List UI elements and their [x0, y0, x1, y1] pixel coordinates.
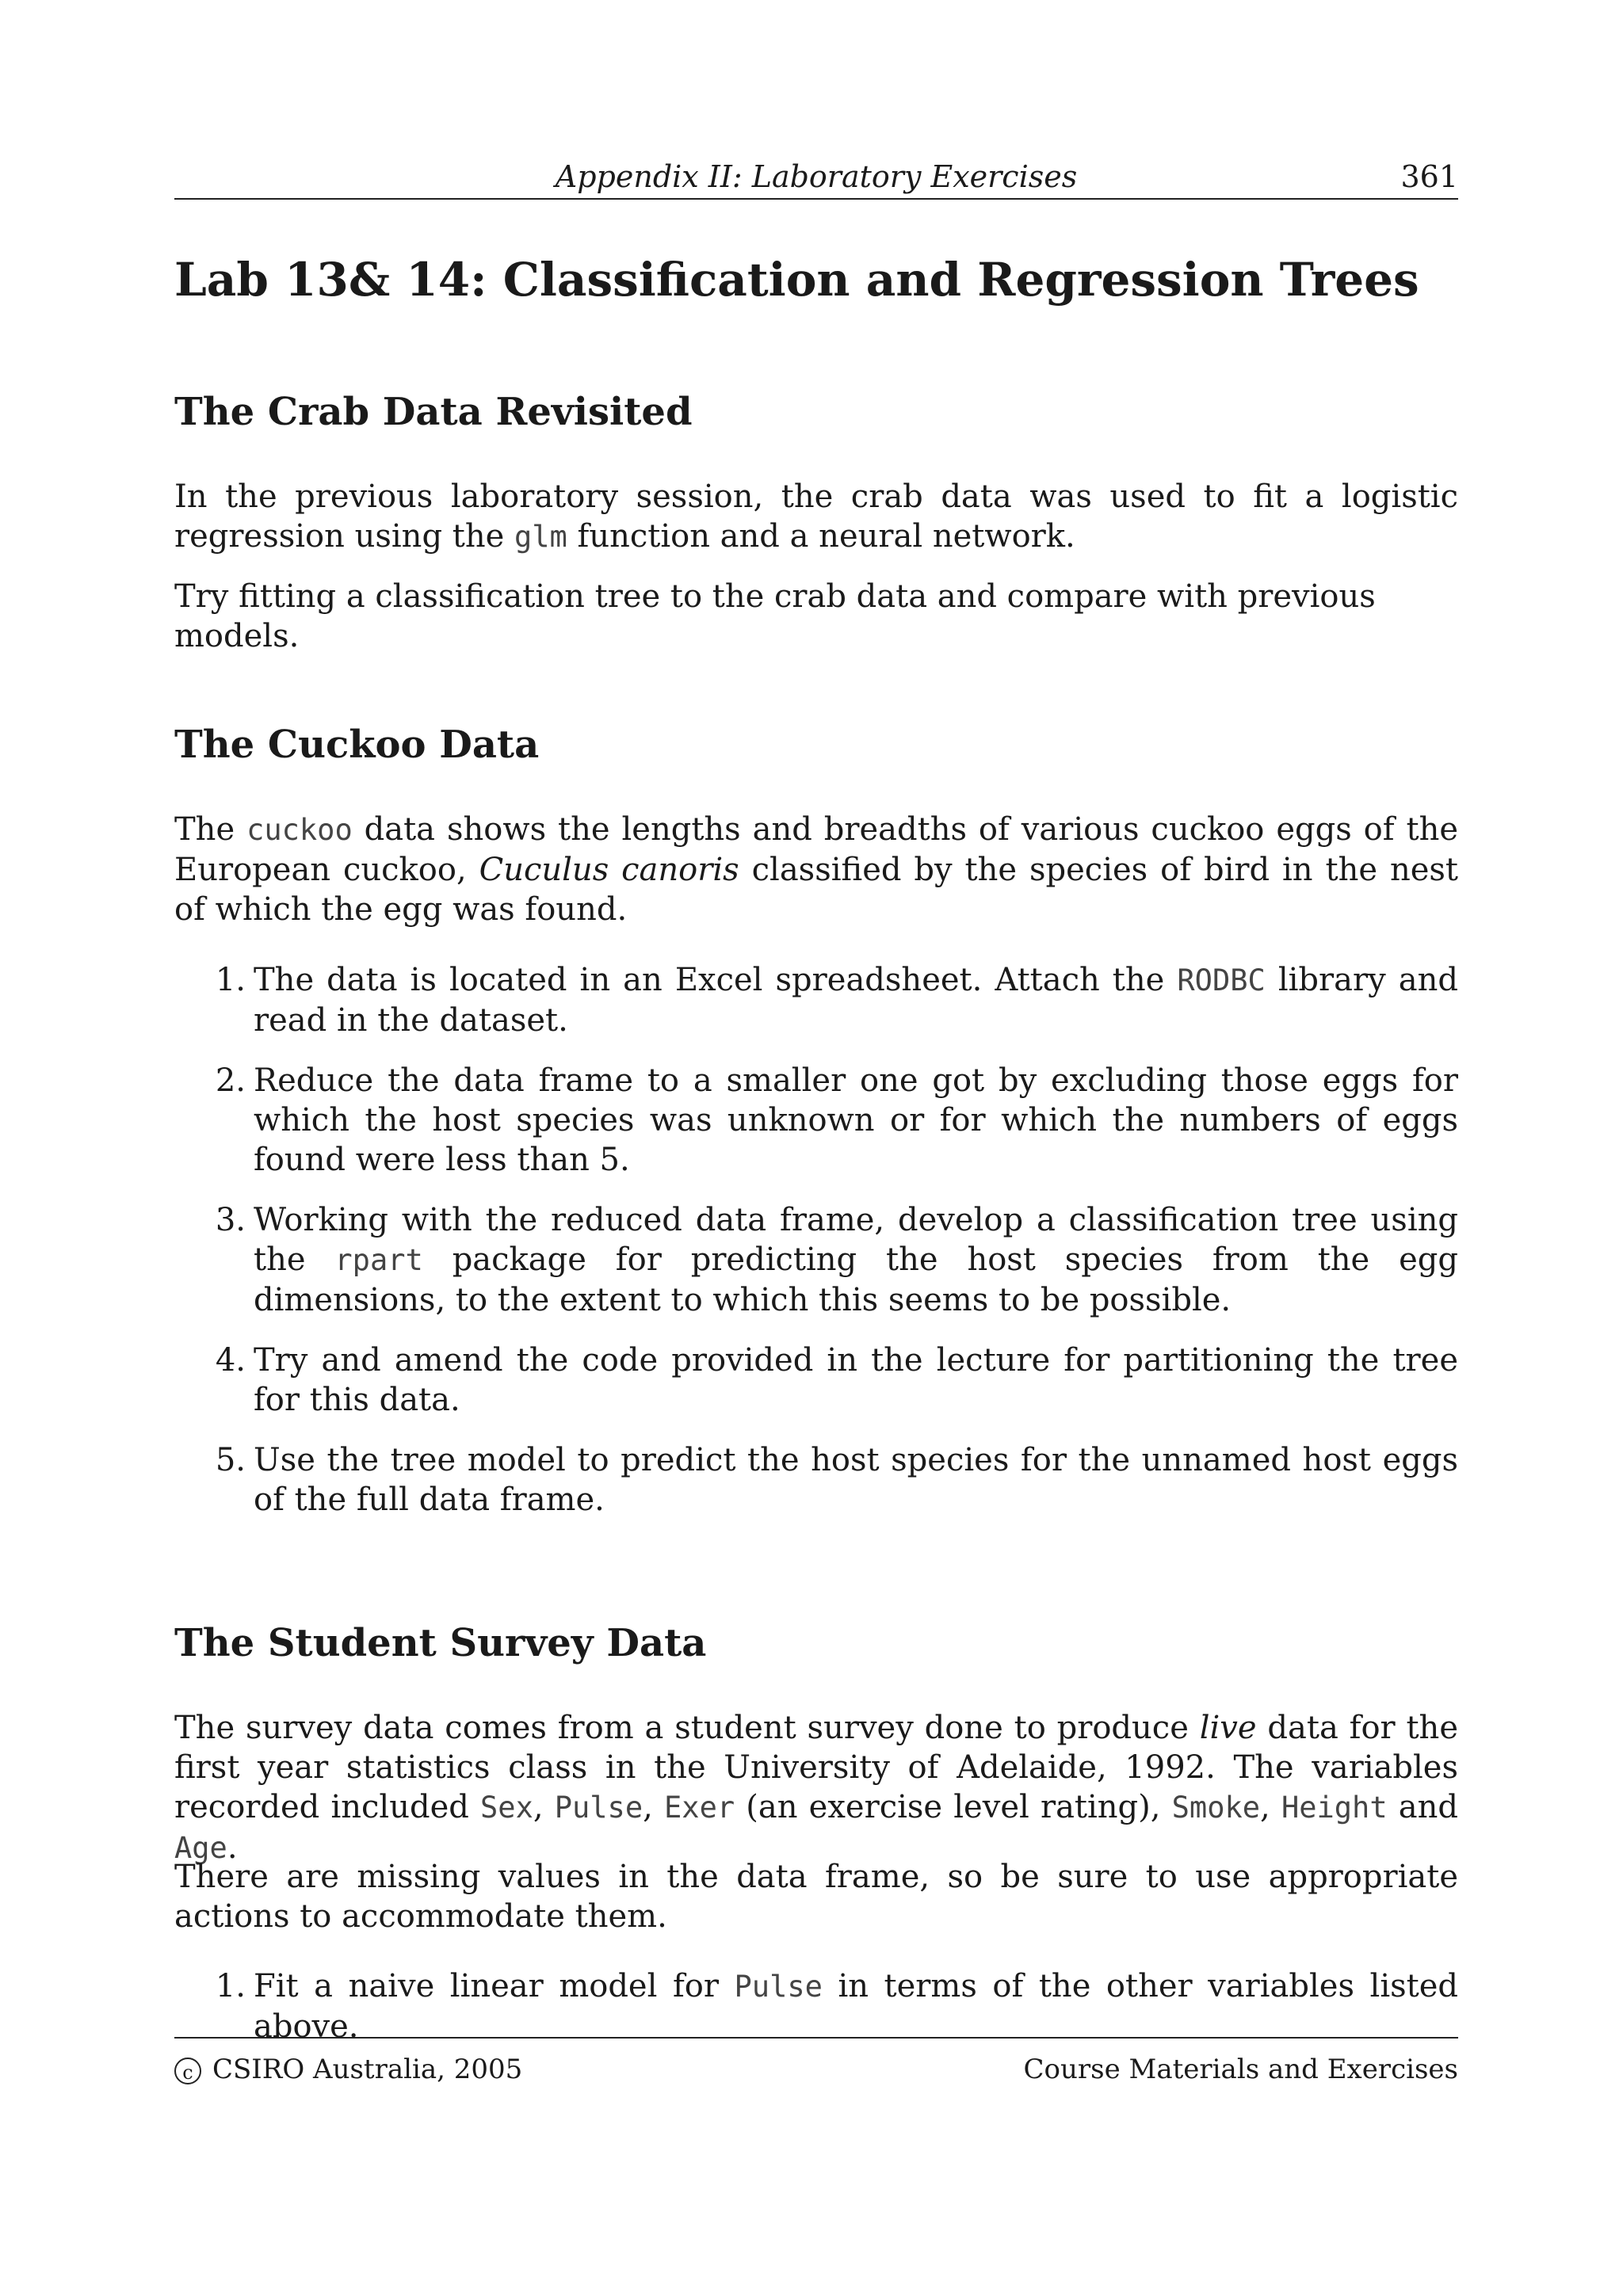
running-header — [174, 155, 1458, 200]
text-run: data shows the lengths and breadths of various cuckoo eggs of the European cuckoo, — [174, 811, 1459, 888]
text-run: , — [643, 1789, 665, 1825]
species-name: Cuculus canoris — [479, 852, 739, 888]
running-title: Appendix II: Laboratory Exercises — [555, 159, 1078, 194]
text-run: There are missing values in the data frame, so be sure to use appropriate actions to accommodate them. — [174, 1859, 1458, 1935]
list-item — [174, 1966, 1458, 2046]
text-run: Fit a naive linear model for — [254, 1968, 735, 2004]
code-smoke: Smoke — [1171, 1791, 1261, 1825]
text-run: classified by the species of bird in the nest of which the egg was found. — [174, 852, 1458, 928]
code-rpart: rpart — [334, 1243, 423, 1277]
cuckoo-paragraph-1 — [174, 810, 1458, 929]
section-heading-cuckoo: The Cuckoo Data — [174, 723, 540, 767]
text-run: data for the first year statistics class in the University of Adelaide, 1992. The variables recorded included — [174, 1710, 1458, 1825]
list-number: 4. — [215, 1342, 246, 1379]
list-item — [174, 1200, 1458, 1320]
list-item — [174, 1341, 1458, 1420]
text-run: , — [1260, 1789, 1281, 1825]
list-item — [174, 960, 1458, 1040]
list-number: 2. — [215, 1062, 246, 1099]
code-exer: Exer — [664, 1791, 735, 1825]
text-run: and — [1387, 1789, 1458, 1825]
list-number: 5. — [215, 1442, 246, 1478]
text-run: package for predicting the host species from the egg dimensions, to the extent to which this seems to be possible. — [254, 1241, 1458, 1318]
text-run: Try and amend the code provided in the lecture for partitioning the tree for this data. — [254, 1342, 1458, 1418]
survey-paragraph-1 — [174, 1708, 1458, 1868]
text-run: library and read in the dataset. — [254, 962, 1459, 1039]
code-pulse: Pulse — [734, 1970, 823, 2004]
crab-paragraph-1 — [174, 477, 1458, 557]
text-run: In the previous laboratory session, the crab data was used to fit a logistic regression using the — [174, 479, 1458, 555]
survey-paragraph-2 — [174, 1857, 1458, 1936]
code-cuckoo: cuckoo — [246, 813, 353, 847]
list-number: 3. — [215, 1202, 246, 1238]
text-run: function and a neural network. — [567, 518, 1075, 555]
code-glm: glm — [514, 520, 567, 554]
list-number: 1. — [215, 1968, 246, 2004]
text-run: Working with the reduced data frame, develop a classification tree using the — [254, 1202, 1458, 1278]
page-number: 361 — [1400, 159, 1458, 194]
text-run: The data is located in an Excel spreadsheet. Attach the — [254, 962, 1178, 998]
text-run: , — [533, 1789, 555, 1825]
list-item — [174, 1061, 1458, 1180]
code-pulse: Pulse — [554, 1791, 643, 1825]
text-run: . — [227, 1829, 238, 1866]
crab-paragraph-2 — [174, 577, 1458, 656]
text-run: The survey data comes from a student survey done to produce — [174, 1710, 1200, 1746]
code-rodbc: RODBC — [1177, 963, 1266, 997]
section-heading-crab: The Crab Data Revisited — [174, 390, 693, 434]
text-run: The — [174, 811, 247, 848]
page-footer — [174, 2037, 1458, 2086]
footer-copyright — [174, 2053, 522, 2086]
cuckoo-list — [174, 960, 1458, 1520]
text-run: Try fitting a classification tree to the crab data and compare with previous models. — [174, 578, 1376, 654]
emphasis-live: live — [1199, 1710, 1257, 1746]
footer-right-text: Course Materials and Exercises — [1023, 2054, 1458, 2085]
page-title: Lab 13& 14: Classification and Regression Trees — [174, 253, 1419, 307]
text-run: Use the tree model to predict the host species for the unnamed host eggs of the full data frame. — [254, 1442, 1458, 1518]
section-heading-survey: The Student Survey Data — [174, 1621, 707, 1665]
code-height: Height — [1281, 1791, 1388, 1825]
copyright-icon: c — [174, 2058, 201, 2084]
survey-list — [174, 1966, 1458, 2046]
code-age: Age — [174, 1831, 227, 1865]
text-run: (an exercise level rating), — [735, 1789, 1172, 1825]
text-run: in terms of the other variables listed above. — [254, 1968, 1458, 2045]
text-run: Reduce the data frame to a smaller one got by excluding those eggs for which the host species was unknown or for which the numbers of eggs found were less than 5. — [254, 1062, 1458, 1178]
list-item — [174, 1440, 1458, 1520]
footer-left-text: CSIRO Australia, 2005 — [212, 2054, 523, 2085]
list-number: 1. — [215, 962, 246, 998]
code-sex: Sex — [480, 1791, 533, 1825]
